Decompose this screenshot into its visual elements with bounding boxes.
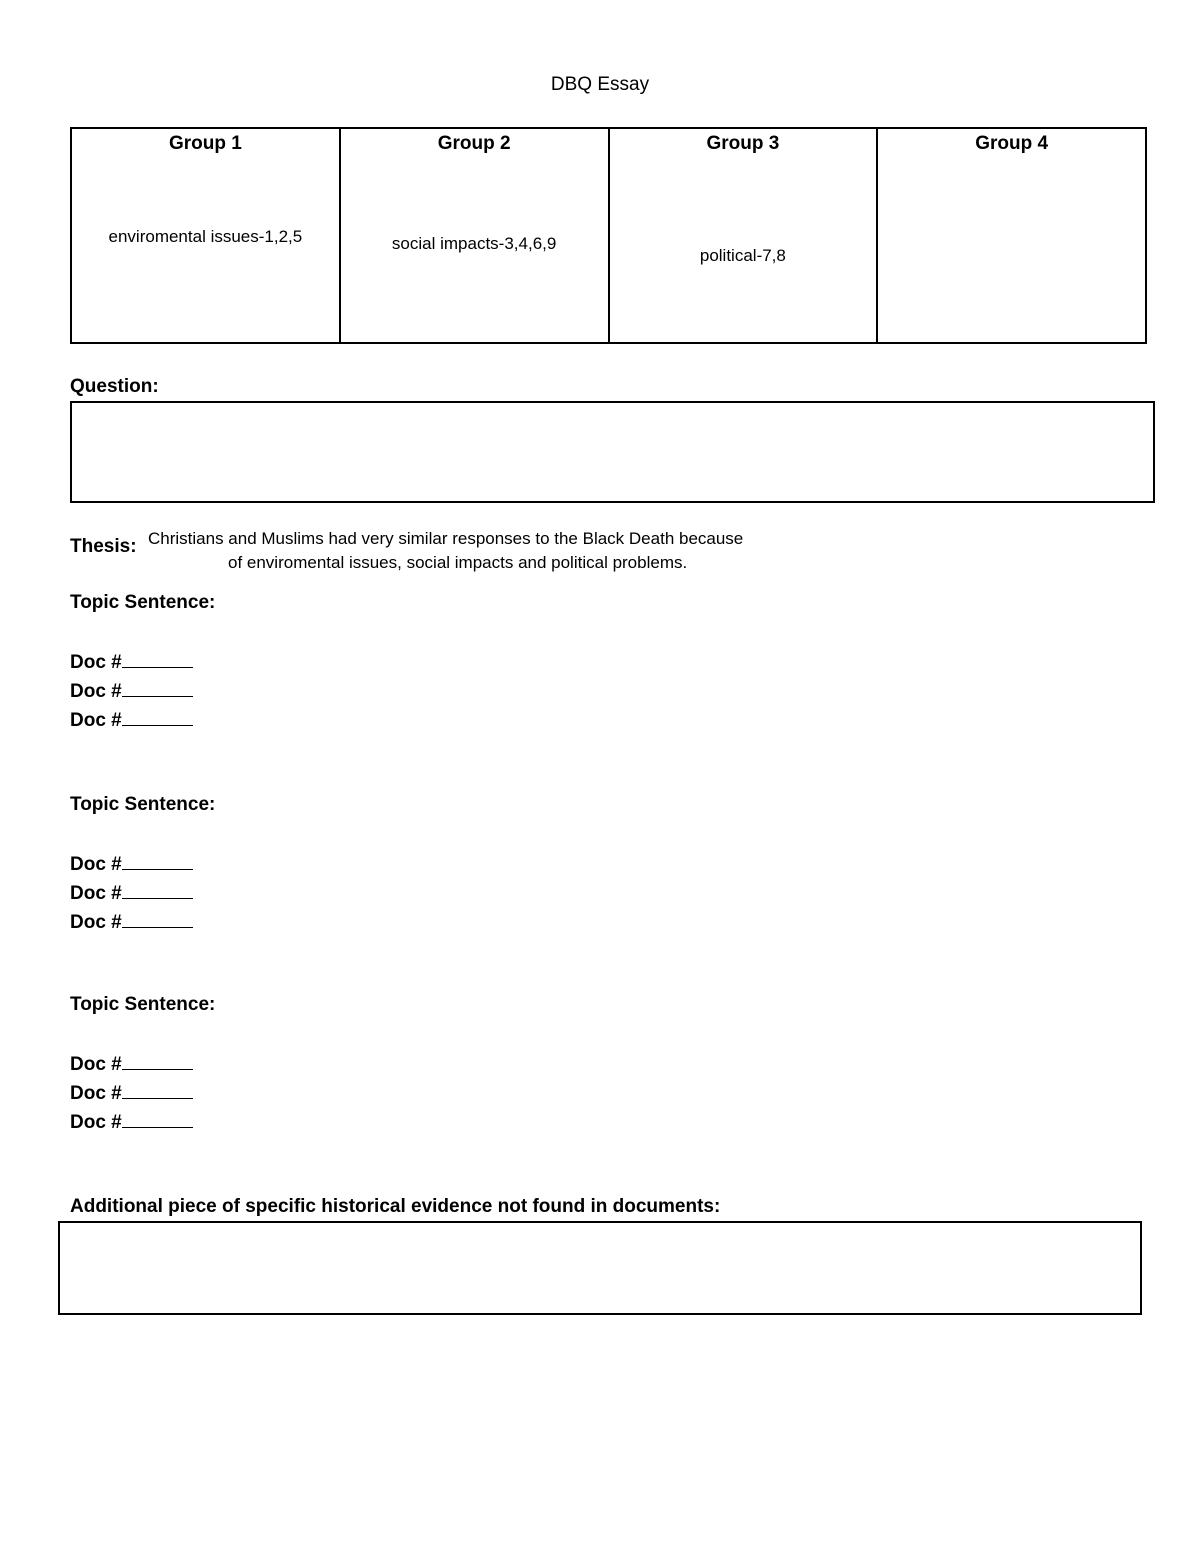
group-header: Group 3 — [706, 133, 780, 154]
group-content: enviromental issues-1,2,5 — [108, 227, 303, 246]
doc-line[interactable]: Doc # — [70, 677, 193, 706]
question-value — [72, 403, 1153, 419]
doc-list — [70, 850, 193, 937]
doc-blank[interactable] — [122, 1052, 193, 1070]
doc-line[interactable]: Doc # — [70, 706, 193, 735]
question-box[interactable] — [70, 401, 1155, 503]
group-cell-2[interactable] — [341, 129, 610, 342]
doc-line[interactable]: Doc # — [70, 1079, 193, 1108]
thesis-text[interactable] — [148, 527, 848, 575]
group-content: social impacts-3,4,6,9 — [391, 234, 557, 253]
doc-blank[interactable] — [122, 650, 193, 668]
doc-blank[interactable] — [122, 679, 193, 697]
additional-evidence-box[interactable] — [58, 1221, 1142, 1315]
group-cell-3[interactable] — [610, 129, 879, 342]
additional-evidence-label: Additional piece of specific historical evidence not found in documents: — [70, 1196, 721, 1217]
group-content: political-7,8 — [699, 246, 786, 265]
topic-sentence-label: Topic Sentence: — [70, 794, 216, 815]
group-header: Group 2 — [437, 133, 511, 154]
doc-line[interactable]: Doc # — [70, 850, 193, 879]
group-cell-4[interactable] — [878, 129, 1145, 342]
additional-evidence-value — [60, 1223, 1140, 1239]
doc-line[interactable]: Doc # — [70, 1050, 193, 1079]
topic-sentence-label: Topic Sentence: — [70, 994, 216, 1015]
thesis-label: Thesis: — [70, 536, 137, 557]
doc-list — [70, 648, 193, 735]
doc-line[interactable]: Doc # — [70, 1108, 193, 1137]
doc-list — [70, 1050, 193, 1137]
page-title: DBQ Essay — [550, 74, 650, 95]
doc-blank[interactable] — [122, 881, 193, 899]
doc-blank[interactable] — [122, 910, 193, 928]
topic-sentence-label: Topic Sentence: — [70, 592, 216, 613]
thesis-line-1: Christians and Muslims had very similar responses to the Black Death because — [148, 529, 744, 548]
group-cell-1[interactable] — [72, 129, 341, 342]
doc-line[interactable]: Doc # — [70, 648, 193, 677]
groups-table — [70, 127, 1147, 344]
thesis-line-2: of enviromental issues, social impacts and political problems. — [228, 553, 688, 572]
group-header: Group 4 — [975, 133, 1049, 154]
doc-blank[interactable] — [122, 1110, 193, 1128]
doc-blank[interactable] — [122, 852, 193, 870]
doc-blank[interactable] — [122, 708, 193, 726]
group-header: Group 1 — [168, 133, 242, 154]
doc-line[interactable]: Doc # — [70, 908, 193, 937]
doc-line[interactable]: Doc # — [70, 879, 193, 908]
doc-blank[interactable] — [122, 1081, 193, 1099]
question-label: Question: — [70, 376, 159, 397]
